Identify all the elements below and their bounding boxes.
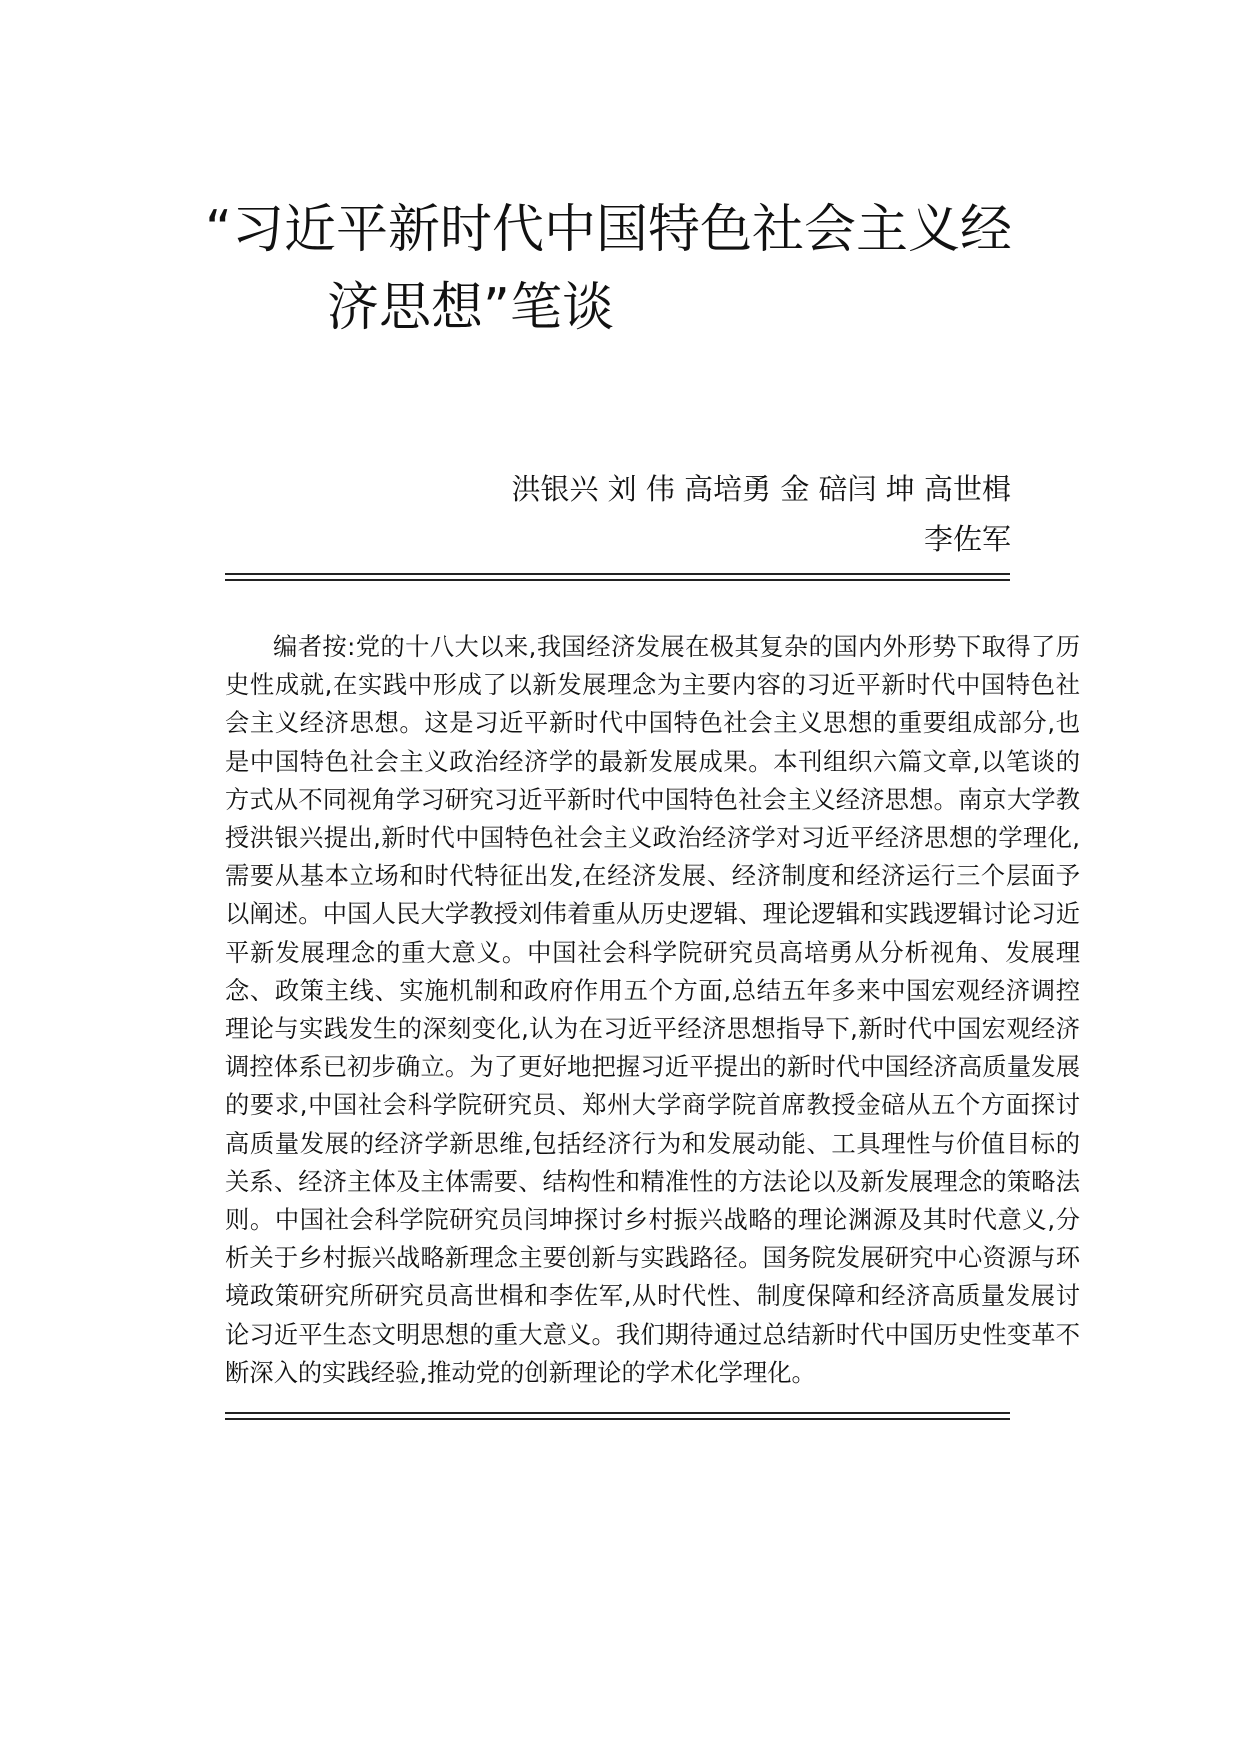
article-title-line-2: 济思想”笔谈	[327, 278, 614, 338]
bottom-divider-upper	[225, 1412, 1010, 1414]
author-list-line-1: 洪银兴 刘 伟 高培勇 金 碚闫 坤 高世楫	[511, 472, 1011, 506]
top-divider-lower	[225, 579, 1010, 581]
article-title	[205, 198, 1085, 340]
author-list	[391, 464, 1011, 564]
bottom-divider-lower	[225, 1418, 1010, 1420]
author-list-line-2: 李佐军	[923, 522, 1011, 556]
editor-note-paragraph: 编者按:党的十八大以来,我国经济发展在极其复杂的国内外形势下取得了历史性成就,在实践中形成了以新发展理念为主要内容的习近平新时代中国特色社会主义经济思想。这是习近平新时代中国特色社会主义思想的重要组成部分,也是中国特色社会主义政治经济学的最新发展成果。本刊组织六篇文章,以笔谈的方式从不同视角学习研究习近平新时代中国特色社会主义经济思想。南京大学教授洪银兴提出,新时代中国特色社会主义政治经济学对习近平经济思想的学理化,需要从基本立场和时代特征出发,在经济发展、经济制度和经济运行三个层面予以阐述。中国人民大学教授刘伟着重从历史逻辑、理论逻辑和实践逻辑讨论习近平新发展理念的重大意义。中国社会科学院研究员高培勇从分析视角、发展理念、政策主线、实施机制和政府作用五个方面,总结五年多来中国宏观经济调控理论与实践发生的深刻变化,认为在习近平经济思想指导下,新时代中国宏观经济调控体系已初步确立。为了更好地把握习近平提出的新时代中国经济高质量发展的要求,中国社会科学院研究员、郑州大学商学院首席教授金碚从五个方面探讨高质量发展的经济学新思维,包括经济行为和发展动能、工具理性与价值目标的关系、经济主体及主体需要、结构性和精准性的方法论以及新发展理念的策略法则。中国社会科学院研究员闫坤探讨乡村振兴战略的理论渊源及其时代意义,分析关于乡村振兴战略新理念主要创新与实践路径。国务院发展研究中心资源与环境政策研究所研究员高世楫和李佐军,从时代性、制度保障和经济高质量发展讨论习近平生态文明思想的重大意义。我们期待通过总结新时代中国历史性变革不断深入的实践经验,推动党的创新理论的学术化学理化。	[225, 632, 1080, 1387]
top-divider-upper	[225, 573, 1010, 575]
article-title-line-1: “习近平新时代中国特色社会主义经	[205, 200, 1012, 260]
